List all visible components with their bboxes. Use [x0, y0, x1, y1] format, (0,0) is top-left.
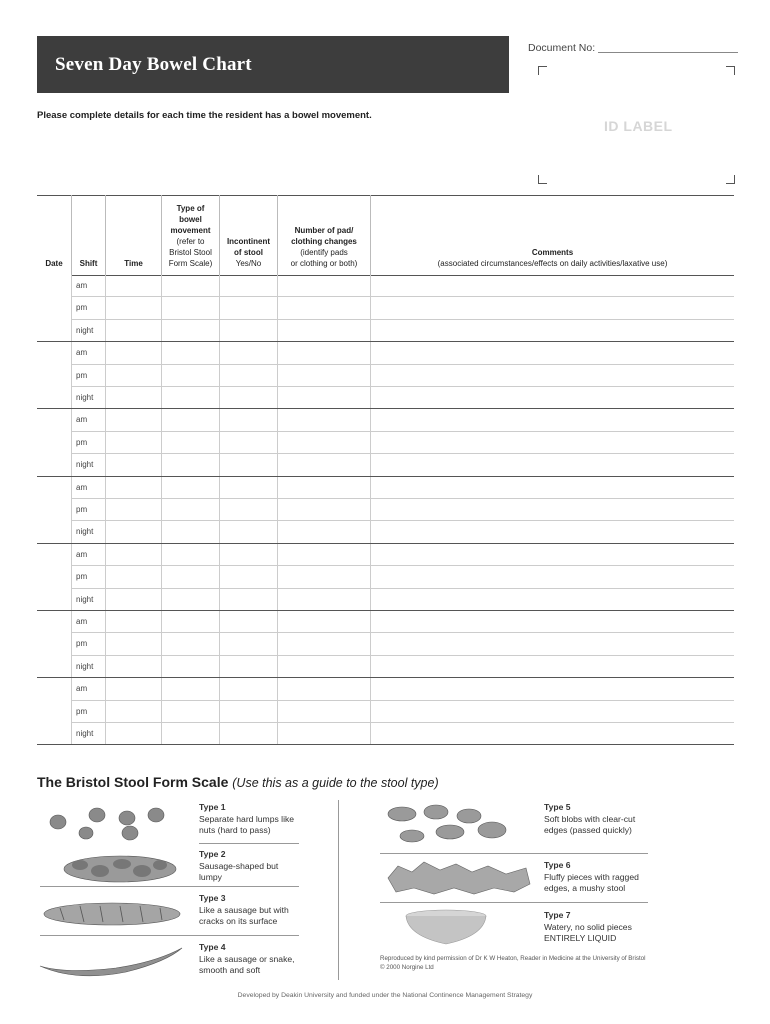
shift-label: am: [76, 281, 88, 290]
shift-cell: [71, 678, 105, 699]
comments-cell[interactable]: [370, 387, 734, 408]
incontinent-cell[interactable]: [219, 656, 277, 677]
comments-cell[interactable]: [370, 477, 734, 498]
incontinent-cell[interactable]: [219, 297, 277, 318]
shift-cell: [71, 409, 105, 430]
comments-cell[interactable]: [370, 589, 734, 610]
shift-label: am: [76, 482, 88, 492]
comments-cell[interactable]: [370, 320, 734, 341]
incontinent-cell[interactable]: [219, 365, 277, 386]
shift-cell: [71, 521, 105, 542]
pad-changes-cell[interactable]: [277, 432, 370, 453]
incontinent-cell[interactable]: [219, 454, 277, 475]
header-stool-type: Type of bowel movement (refer to Bristol Stool Form Scale): [161, 195, 219, 275]
date-cell[interactable]: [37, 678, 71, 744]
time-cell[interactable]: [105, 297, 161, 318]
bristol-subtitle: (Use this as a guide to the stool type): [232, 776, 439, 790]
comments-cell[interactable]: [370, 678, 734, 699]
incontinent-cell[interactable]: [219, 499, 277, 520]
incontinent-cell[interactable]: [219, 589, 277, 610]
shift-label: pm: [76, 639, 88, 649]
shift-label: pm: [76, 505, 88, 514]
document-no-label: Document No:: [528, 42, 596, 54]
time-cell[interactable]: [105, 477, 161, 498]
date-cell[interactable]: [37, 275, 71, 341]
stool-type-cell[interactable]: [161, 656, 219, 677]
stool-type-cell[interactable]: [161, 454, 219, 475]
incontinent-cell[interactable]: [219, 566, 277, 587]
table-row: [37, 544, 734, 566]
incontinent-cell[interactable]: [219, 633, 277, 654]
shift-cell: [71, 566, 105, 587]
date-cell[interactable]: [37, 342, 71, 408]
time-cell[interactable]: [105, 432, 161, 453]
table-row: [37, 566, 734, 588]
comments-cell[interactable]: [370, 432, 734, 453]
shift-label: night: [76, 661, 94, 671]
stool-type-cell[interactable]: [161, 477, 219, 498]
corner-bottom-right: [726, 175, 735, 184]
incontinent-cell[interactable]: [219, 701, 277, 722]
shift-cell: [71, 387, 105, 408]
shift-label: am: [76, 415, 88, 425]
shift-cell: [71, 297, 105, 318]
pad-changes-cell[interactable]: [277, 454, 370, 475]
pad-changes-cell[interactable]: [277, 521, 370, 542]
type-1-separator: [199, 843, 299, 844]
type-4-description: Type 4 Like a sausage or snake, smooth and soft: [199, 942, 295, 975]
shift-label: am: [76, 348, 88, 358]
pad-changes-cell[interactable]: [277, 320, 370, 341]
pad-changes-cell[interactable]: [277, 589, 370, 610]
incontinent-cell[interactable]: [219, 409, 277, 430]
table-row: [37, 723, 734, 745]
document-no-field[interactable]: [598, 52, 738, 53]
pad-changes-cell[interactable]: [277, 611, 370, 632]
shift-label: pm: [76, 303, 88, 313]
page-title: Seven Day Bowel Chart: [55, 54, 252, 75]
time-cell[interactable]: [105, 611, 161, 632]
shift-cell: [71, 701, 105, 722]
incontinent-cell[interactable]: [219, 387, 277, 408]
shift-label: pm: [76, 370, 88, 380]
pad-changes-cell[interactable]: [277, 678, 370, 699]
stool-type-cell[interactable]: [161, 589, 219, 610]
stool-type-cell[interactable]: [161, 723, 219, 744]
comments-cell[interactable]: [370, 611, 734, 632]
bristol-title-text: The Bristol Stool Form Scale: [37, 774, 229, 790]
time-cell[interactable]: [105, 342, 161, 363]
type-6-separator: [380, 902, 648, 903]
stool-type-cell[interactable]: [161, 544, 219, 565]
shift-label: am: [76, 684, 88, 694]
bristol-column-divider: [338, 800, 339, 980]
incontinent-cell[interactable]: [219, 275, 277, 296]
incontinent-cell[interactable]: [219, 432, 277, 453]
stool-type-cell[interactable]: [161, 275, 219, 296]
stool-type-cell[interactable]: [161, 387, 219, 408]
shift-label: night: [76, 460, 94, 470]
comments-cell[interactable]: [370, 409, 734, 430]
incontinent-cell[interactable]: [219, 320, 277, 341]
date-cell[interactable]: [37, 409, 71, 475]
shift-label: night: [76, 527, 94, 537]
instruction-text: Please complete details for each time the resident has a bowel movement.: [37, 110, 372, 121]
shift-cell: [71, 589, 105, 610]
table-row: [37, 589, 734, 611]
type-3-separator: [40, 935, 299, 936]
shift-label: night: [76, 729, 94, 738]
stool-type-cell[interactable]: [161, 678, 219, 699]
table-row: [37, 499, 734, 521]
comments-cell[interactable]: [370, 633, 734, 654]
incontinent-cell[interactable]: [219, 678, 277, 699]
shift-label: am: [76, 617, 88, 626]
table-header: [37, 195, 734, 275]
header-shift: Shift: [71, 195, 105, 275]
type-2-separator: [40, 886, 299, 887]
comments-cell[interactable]: [370, 365, 734, 386]
table-row: [37, 656, 734, 678]
footer-note: Developed by Deakin University and funded under the National Continence Management Strategy: [237, 992, 533, 999]
time-cell[interactable]: [105, 521, 161, 542]
type-3-description: Type 3 Like a sausage but with cracks on its surface: [199, 893, 289, 926]
corner-top-right: [726, 66, 735, 75]
id-label-text: ID LABEL: [604, 118, 673, 134]
incontinent-cell[interactable]: [219, 723, 277, 744]
stool-type-cell[interactable]: [161, 499, 219, 520]
table-row: [37, 320, 734, 342]
table-row: [37, 678, 734, 700]
table-row: [37, 387, 734, 409]
comments-cell[interactable]: [370, 723, 734, 744]
type-7-description: Type 7 Watery, no solid pieces ENTIRELY LIQUID: [544, 910, 632, 943]
pad-changes-cell[interactable]: [277, 342, 370, 363]
comments-cell[interactable]: [370, 297, 734, 318]
time-cell[interactable]: [105, 275, 161, 296]
pad-changes-cell[interactable]: [277, 566, 370, 587]
shift-cell: [71, 365, 105, 386]
shift-cell: [71, 544, 105, 565]
type-4-illustration: [36, 944, 186, 980]
stool-type-cell[interactable]: [161, 320, 219, 341]
pad-changes-cell[interactable]: [277, 499, 370, 520]
shift-cell: [71, 432, 105, 453]
comments-cell[interactable]: [370, 521, 734, 542]
shift-cell: [71, 342, 105, 363]
permission-credit: Reproduced by kind permission of Dr K W Heaton, Reader in Medicine at the University of Bristol © 2000 Norgine Ltd: [380, 955, 646, 971]
time-cell[interactable]: [105, 633, 161, 654]
shift-label: night: [76, 393, 94, 402]
type-6-illustration: [384, 858, 534, 898]
title-bar: [37, 36, 509, 93]
date-cell[interactable]: [37, 611, 71, 677]
incontinent-cell[interactable]: [219, 477, 277, 498]
pad-changes-cell[interactable]: [277, 365, 370, 386]
time-cell[interactable]: [105, 678, 161, 699]
stool-type-cell[interactable]: [161, 342, 219, 363]
time-cell[interactable]: [105, 701, 161, 722]
shift-cell: [71, 633, 105, 654]
shift-label: night: [76, 325, 94, 335]
time-cell[interactable]: [105, 454, 161, 475]
stool-type-cell[interactable]: [161, 566, 219, 587]
pad-changes-cell[interactable]: [277, 297, 370, 318]
shift-label: pm: [76, 706, 88, 716]
shift-cell: [71, 320, 105, 341]
comments-cell[interactable]: [370, 701, 734, 722]
type-2-illustration: [60, 853, 180, 885]
type-3-illustration: [40, 898, 185, 930]
header-incontinent: Incontinent of stool Yes/No: [219, 195, 277, 275]
type-2-description: Type 2 Sausage-shaped but lumpy: [199, 849, 279, 882]
type-7-illustration: [396, 906, 496, 950]
type-5-description: Type 5 Soft blobs with clear-cut edges (passed quickly): [544, 802, 636, 835]
date-cell[interactable]: [37, 544, 71, 610]
header-comments: Comments (associated circumstances/effects on daily activities/laxative use): [370, 195, 734, 275]
time-cell[interactable]: [105, 387, 161, 408]
incontinent-cell[interactable]: [219, 611, 277, 632]
shift-label: am: [76, 549, 88, 559]
time-cell[interactable]: [105, 320, 161, 341]
pad-changes-cell[interactable]: [277, 275, 370, 296]
table-row: [37, 611, 734, 633]
pad-changes-cell[interactable]: [277, 701, 370, 722]
time-cell[interactable]: [105, 566, 161, 587]
header-date: Date: [45, 259, 63, 268]
time-cell[interactable]: [105, 409, 161, 430]
stool-type-cell[interactable]: [161, 432, 219, 453]
shift-cell: [71, 275, 105, 296]
table-row: [37, 477, 734, 499]
time-cell[interactable]: [105, 499, 161, 520]
incontinent-cell[interactable]: [219, 342, 277, 363]
time-cell[interactable]: [105, 544, 161, 565]
date-cell[interactable]: [37, 477, 71, 543]
shift-cell: [71, 611, 105, 632]
header-time: Time: [105, 195, 161, 275]
table-row: [37, 454, 734, 476]
type-6-description: Type 6 Fluffy pieces with ragged edges, a mushy stool: [544, 860, 639, 893]
shift-cell: [71, 499, 105, 520]
table-row: [37, 297, 734, 319]
shift-cell: [71, 656, 105, 677]
bristol-title: [37, 774, 439, 790]
comments-cell[interactable]: [370, 544, 734, 565]
type-5-illustration: [384, 802, 524, 848]
pad-changes-cell[interactable]: [277, 409, 370, 430]
pad-changes-cell[interactable]: [277, 544, 370, 565]
type-1-description: Type 1 Separate hard lumps like nuts (hard to pass): [199, 802, 295, 835]
stool-type-cell[interactable]: [161, 365, 219, 386]
incontinent-cell[interactable]: [219, 544, 277, 565]
table-row: [37, 275, 734, 297]
pad-changes-cell[interactable]: [277, 633, 370, 654]
stool-type-cell[interactable]: [161, 633, 219, 654]
header-pad-changes: Number of pad/ clothing changes (identify pads or clothing or both): [277, 195, 370, 275]
shift-cell: [71, 454, 105, 475]
comments-cell[interactable]: [370, 656, 734, 677]
pad-changes-cell[interactable]: [277, 387, 370, 408]
comments-cell[interactable]: [370, 275, 734, 296]
shift-cell: [71, 723, 105, 744]
table-row: [37, 365, 734, 387]
comments-cell[interactable]: [370, 454, 734, 475]
corner-bottom-left: [538, 175, 547, 184]
comments-cell[interactable]: [370, 342, 734, 363]
pad-changes-cell[interactable]: [277, 477, 370, 498]
stool-type-cell[interactable]: [161, 701, 219, 722]
corner-top-left: [538, 66, 547, 75]
incontinent-cell[interactable]: [219, 521, 277, 542]
table-row: [37, 633, 734, 655]
time-cell[interactable]: [105, 723, 161, 744]
stool-type-cell[interactable]: [161, 521, 219, 542]
table-row: [37, 521, 734, 543]
comments-cell[interactable]: [370, 566, 734, 587]
stool-type-cell[interactable]: [161, 611, 219, 632]
pad-changes-cell[interactable]: [277, 656, 370, 677]
shift-cell: [71, 477, 105, 498]
type-5-separator: [380, 853, 648, 854]
table-row: [37, 342, 734, 364]
table-row: [37, 701, 734, 723]
time-cell[interactable]: [105, 656, 161, 677]
shift-label: night: [76, 594, 94, 604]
stool-type-cell[interactable]: [161, 297, 219, 318]
table-row: [37, 409, 734, 431]
shift-label: pm: [76, 437, 88, 447]
type-1-illustration: [40, 806, 180, 846]
comments-cell[interactable]: [370, 499, 734, 520]
time-cell[interactable]: [105, 365, 161, 386]
shift-label: pm: [76, 572, 88, 582]
pad-changes-cell[interactable]: [277, 723, 370, 744]
stool-type-cell[interactable]: [161, 409, 219, 430]
time-cell[interactable]: [105, 589, 161, 610]
table-row: [37, 432, 734, 454]
